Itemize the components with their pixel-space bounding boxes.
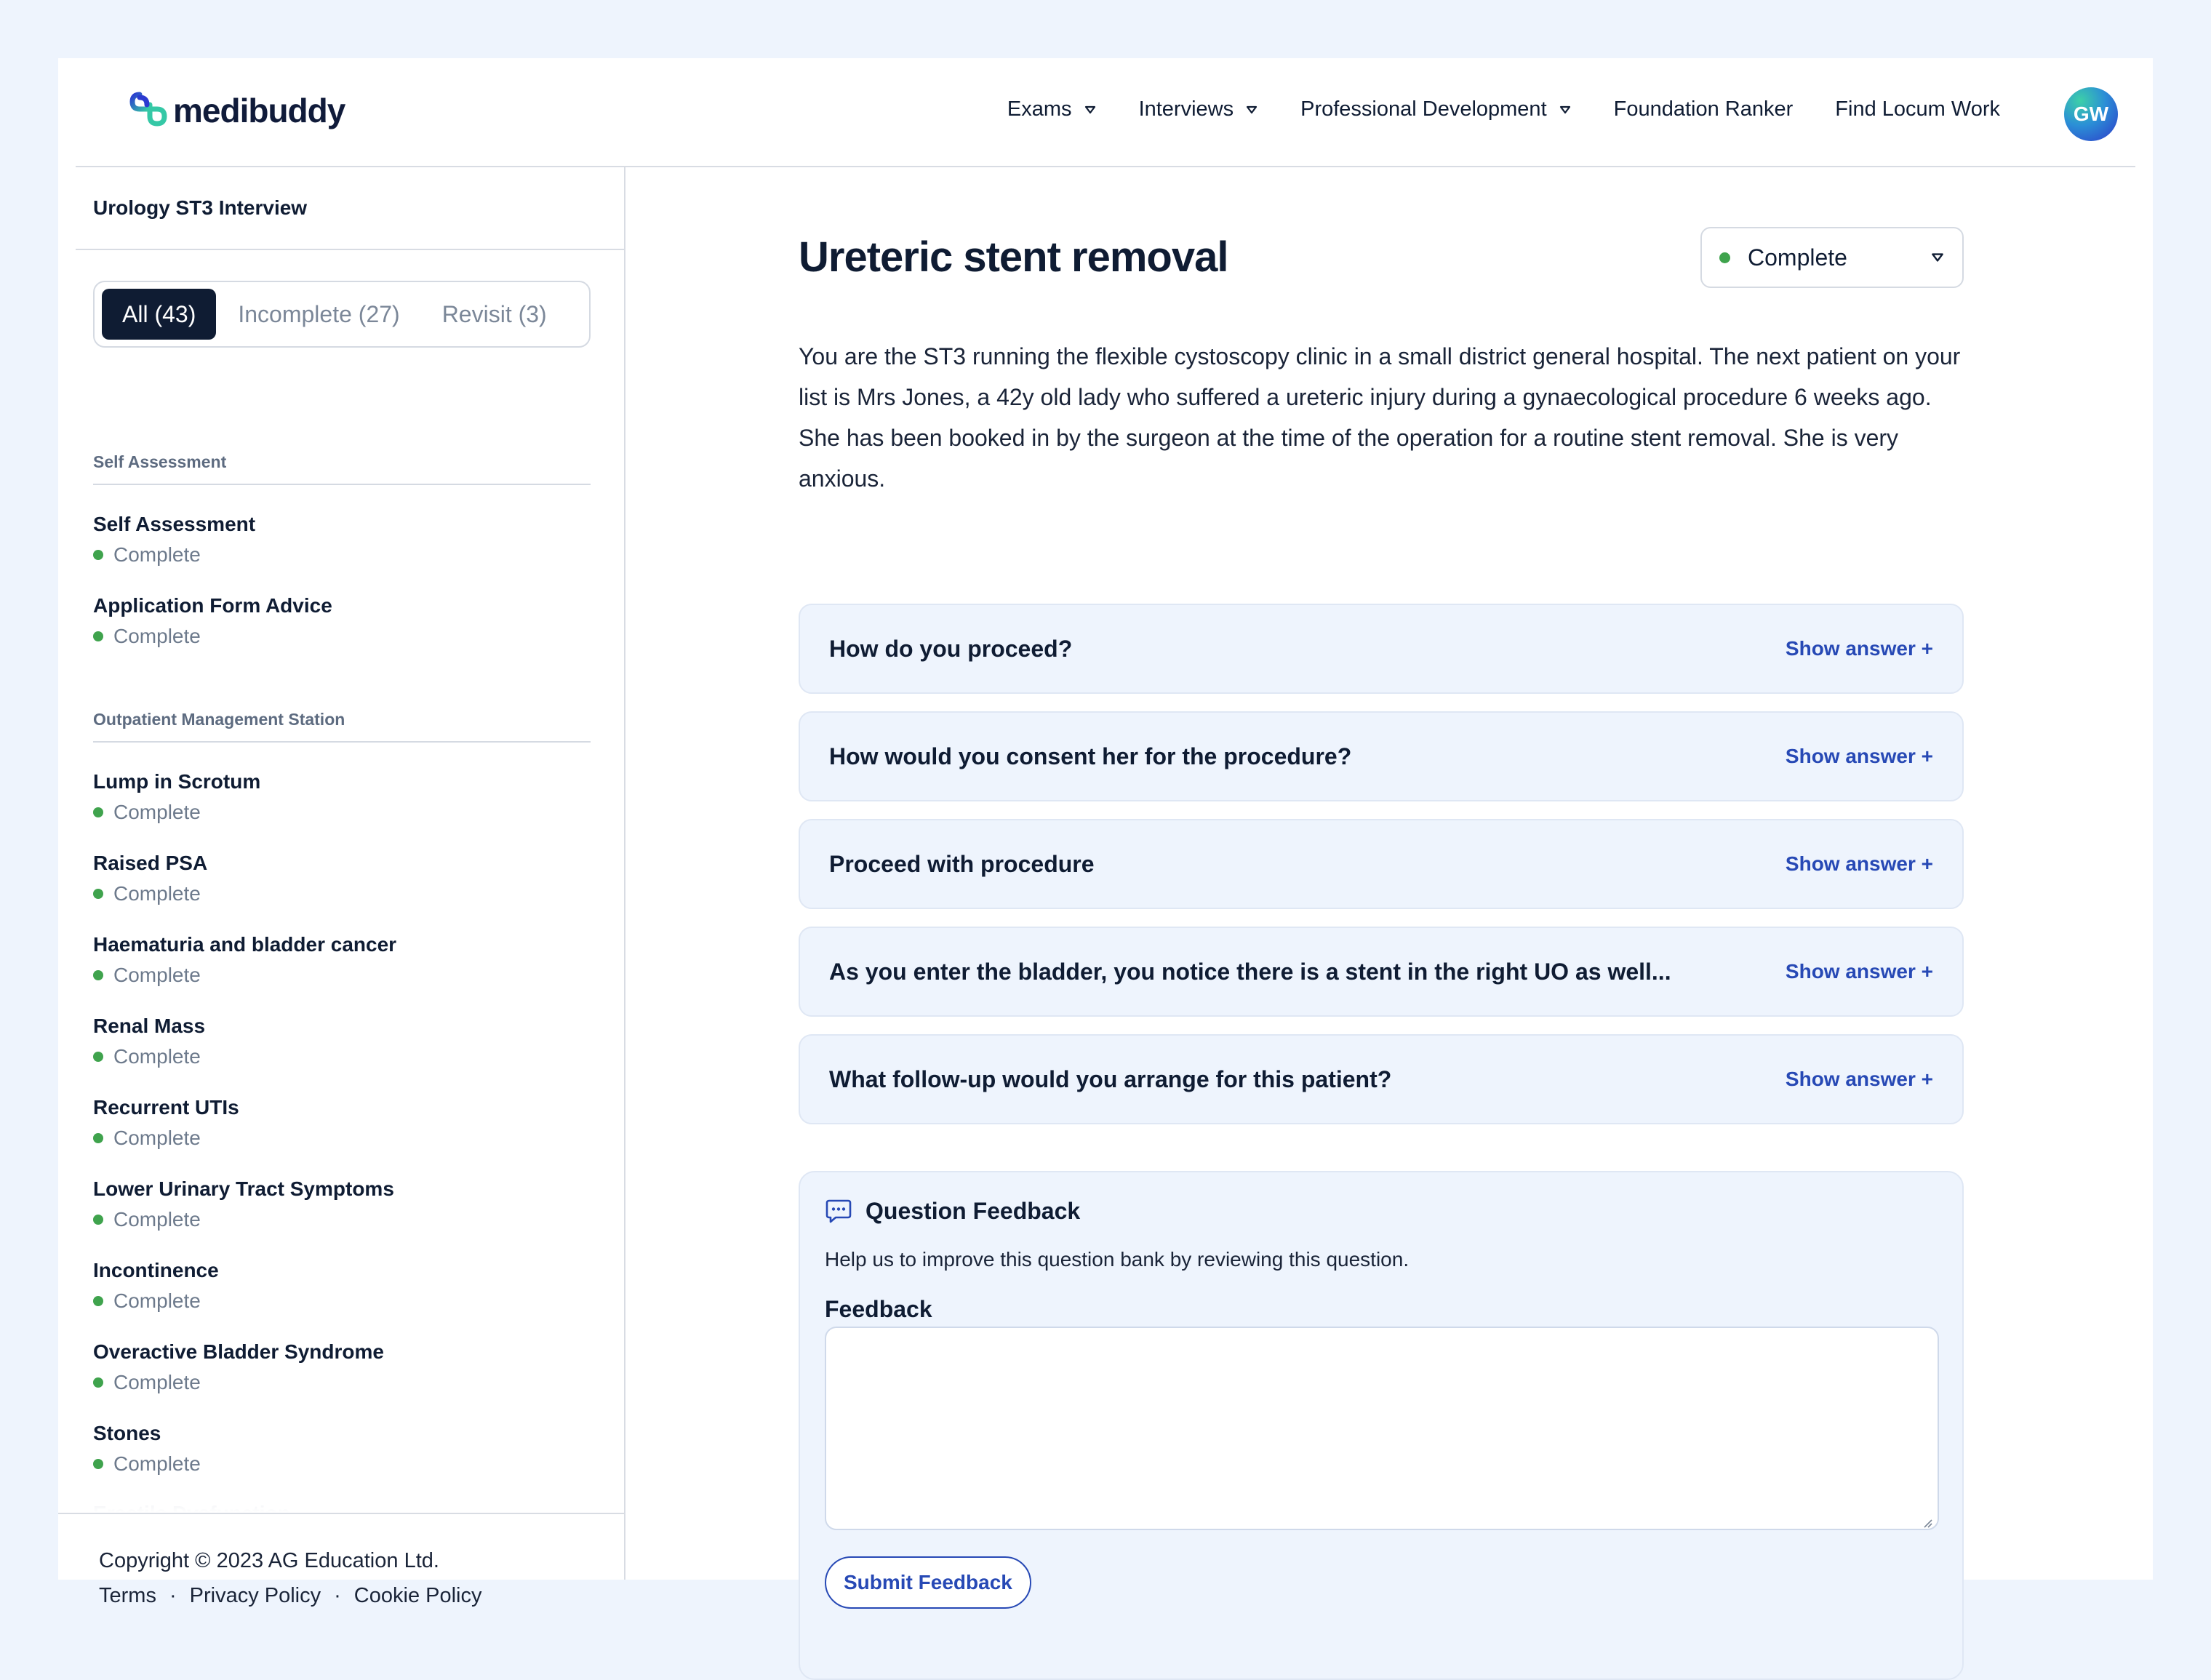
show-answer-button[interactable]: Show answer + <box>1785 852 1933 875</box>
item-status <box>93 801 260 824</box>
status-value: Complete <box>1748 244 1847 271</box>
status-text: Complete <box>113 964 201 986</box>
question-card[interactable] <box>799 927 1964 1017</box>
nav-professional-development[interactable] <box>1300 97 1572 121</box>
item-label: Haematuria and bladder cancer <box>93 933 397 956</box>
medibuddy-logo-icon <box>127 89 170 132</box>
question-text: How do you proceed? <box>829 635 1073 662</box>
item-status <box>93 1371 384 1394</box>
status-text: Complete <box>113 1371 201 1393</box>
list-item[interactable] <box>93 1422 201 1476</box>
filter-tab-revisit[interactable]: Revisit (3) <box>441 300 547 327</box>
item-label: Stones <box>93 1422 161 1444</box>
nav-find-locum-work[interactable] <box>1835 97 2000 121</box>
status-text: Complete <box>113 1127 201 1149</box>
section-heading-self-assessment: Self Assessment <box>93 452 591 485</box>
status-text: Complete <box>113 882 201 905</box>
item-label: Recurrent UTIs <box>93 1096 239 1119</box>
status-dot-icon <box>93 889 103 899</box>
status-text: Complete <box>113 1208 201 1231</box>
feedback-textarea[interactable] <box>825 1327 1939 1530</box>
list-item[interactable] <box>93 852 207 905</box>
item-label: Renal Mass <box>93 1015 206 1037</box>
show-answer-button[interactable]: Show answer + <box>1785 637 1933 660</box>
section-heading-outpatient-management: Outpatient Management Station <box>93 710 591 743</box>
status-text: Complete <box>113 1452 201 1475</box>
list-item[interactable] <box>93 1177 394 1231</box>
logo[interactable] <box>127 89 345 132</box>
copyright-text: Copyright © 2023 AG Education Ltd. <box>99 1549 439 1572</box>
item-status <box>93 1289 219 1313</box>
status-dot-icon <box>93 1459 103 1469</box>
status-dot-icon <box>93 970 103 980</box>
filter-tab-incomplete[interactable]: Incomplete (27) <box>238 300 400 327</box>
item-status <box>93 1045 205 1068</box>
chevron-down-icon <box>1084 103 1097 116</box>
separator: · <box>169 1584 177 1607</box>
question-card[interactable] <box>799 711 1964 801</box>
list-item[interactable] <box>93 933 396 987</box>
item-label: Overactive Bladder Syndrome <box>93 1340 384 1363</box>
footer-links <box>99 1584 481 1608</box>
sidebar-title: Urology ST3 Interview <box>93 196 308 219</box>
item-status <box>93 1127 239 1150</box>
question-feedback-panel <box>799 1171 1964 1680</box>
top-navigation <box>76 58 2135 167</box>
nav-label: Professional Development <box>1300 97 1547 121</box>
submit-feedback-button[interactable]: Submit Feedback <box>825 1556 1031 1609</box>
show-answer-button[interactable]: Show answer + <box>1785 1068 1933 1090</box>
list-item[interactable] <box>93 1015 205 1068</box>
list-item[interactable] <box>93 594 332 648</box>
question-card[interactable] <box>799 604 1964 694</box>
chevron-down-icon <box>1559 103 1572 116</box>
status-dot-icon <box>93 631 103 641</box>
list-item[interactable] <box>93 1340 384 1394</box>
nav-label: Interviews <box>1138 97 1234 121</box>
item-status <box>93 1452 201 1476</box>
item-status <box>93 882 207 905</box>
chevron-down-icon <box>1245 103 1258 116</box>
question-text: Proceed with procedure <box>829 850 1095 877</box>
show-answer-button[interactable]: Show answer + <box>1785 960 1933 983</box>
list-item[interactable] <box>93 1096 239 1150</box>
item-label: Lower Urinary Tract Symptoms <box>93 1177 394 1200</box>
question-text: As you enter the bladder, you notice there is a stent in the right UO as well... <box>829 958 1671 985</box>
user-avatar[interactable]: GW <box>2064 87 2118 141</box>
page-title: Ureteric stent removal <box>799 233 1228 281</box>
status-dot-icon <box>93 1296 103 1306</box>
cookie-policy-link[interactable]: Cookie Policy <box>353 1584 482 1607</box>
scroll-fade <box>58 1476 624 1513</box>
status-dot-icon <box>93 1215 103 1225</box>
item-status <box>93 1208 394 1231</box>
scenario-text: You are the ST3 running the flexible cystoscopy clinic in a small district general hospital. The next patient on your list is Mrs Jones, a 42y old lady who suffered a ureteric injury during a gynaecological procedure 6 weeks ago. She has been booked in by the surgeon at the time of the operation for a routine stent removal. She is very anxious. <box>799 343 1961 492</box>
main-content <box>627 167 2153 1593</box>
sidebar-footer <box>58 1513 624 1607</box>
status-dot-icon <box>93 1052 103 1062</box>
nav-label: Exams <box>1007 97 1072 121</box>
status-dot-icon <box>93 1377 103 1388</box>
privacy-policy-link[interactable]: Privacy Policy <box>189 1584 321 1607</box>
sidebar-header <box>76 167 624 250</box>
nav-interviews[interactable] <box>1139 97 1259 121</box>
list-item[interactable] <box>93 513 255 567</box>
feedback-title: Question Feedback <box>865 1197 1081 1224</box>
status-dot-icon <box>93 807 103 817</box>
question-card[interactable] <box>799 1034 1964 1124</box>
chat-bubble-icon <box>825 1197 852 1225</box>
question-card[interactable] <box>799 819 1964 909</box>
terms-link[interactable]: Terms <box>99 1584 156 1607</box>
status-select[interactable] <box>1700 227 1964 288</box>
item-status <box>93 964 396 987</box>
item-label: Raised PSA <box>93 852 208 874</box>
resize-grip-icon[interactable] <box>1922 1517 1933 1529</box>
nav-foundation-ranker[interactable] <box>1614 97 1794 121</box>
item-label: Application Form Advice <box>93 594 332 617</box>
status-text: Complete <box>113 1045 201 1068</box>
feedback-description: Help us to improve this question bank by reviewing this question. <box>825 1248 1410 1271</box>
list-item[interactable] <box>93 1259 219 1313</box>
status-text: Complete <box>113 1289 201 1312</box>
item-status <box>93 543 255 567</box>
nav-label: Find Locum Work <box>1835 97 2000 121</box>
logo-text: medibuddy <box>173 92 345 129</box>
show-answer-button[interactable]: Show answer + <box>1785 745 1933 767</box>
sidebar <box>58 167 625 1607</box>
app-window <box>58 58 2153 1607</box>
chevron-down-icon <box>1930 250 1945 265</box>
status-dot-icon <box>93 1133 103 1143</box>
question-text: What follow-up would you arrange for this patient? <box>829 1065 1392 1092</box>
main-nav <box>965 97 2000 121</box>
feedback-label: Feedback <box>825 1296 932 1322</box>
filter-tab-all[interactable]: All (43) <box>102 289 216 340</box>
status-text: Complete <box>113 801 201 823</box>
status-dot-icon <box>1719 252 1730 263</box>
feedback-header <box>825 1197 1080 1225</box>
status-dot-icon <box>93 550 103 560</box>
filter-tabs <box>93 281 591 348</box>
item-label: Lump in Scrotum <box>93 770 261 793</box>
separator: · <box>334 1584 341 1607</box>
status-text: Complete <box>113 543 201 566</box>
status-text: Complete <box>113 625 201 647</box>
nav-label: Foundation Ranker <box>1613 97 1794 121</box>
item-label: Incontinence <box>93 1259 219 1281</box>
nav-exams[interactable] <box>1007 97 1097 121</box>
item-label: Self Assessment <box>93 513 256 535</box>
list-item[interactable] <box>93 770 260 824</box>
question-text: How would you consent her for the procedure? <box>829 743 1352 769</box>
item-status <box>93 625 332 648</box>
